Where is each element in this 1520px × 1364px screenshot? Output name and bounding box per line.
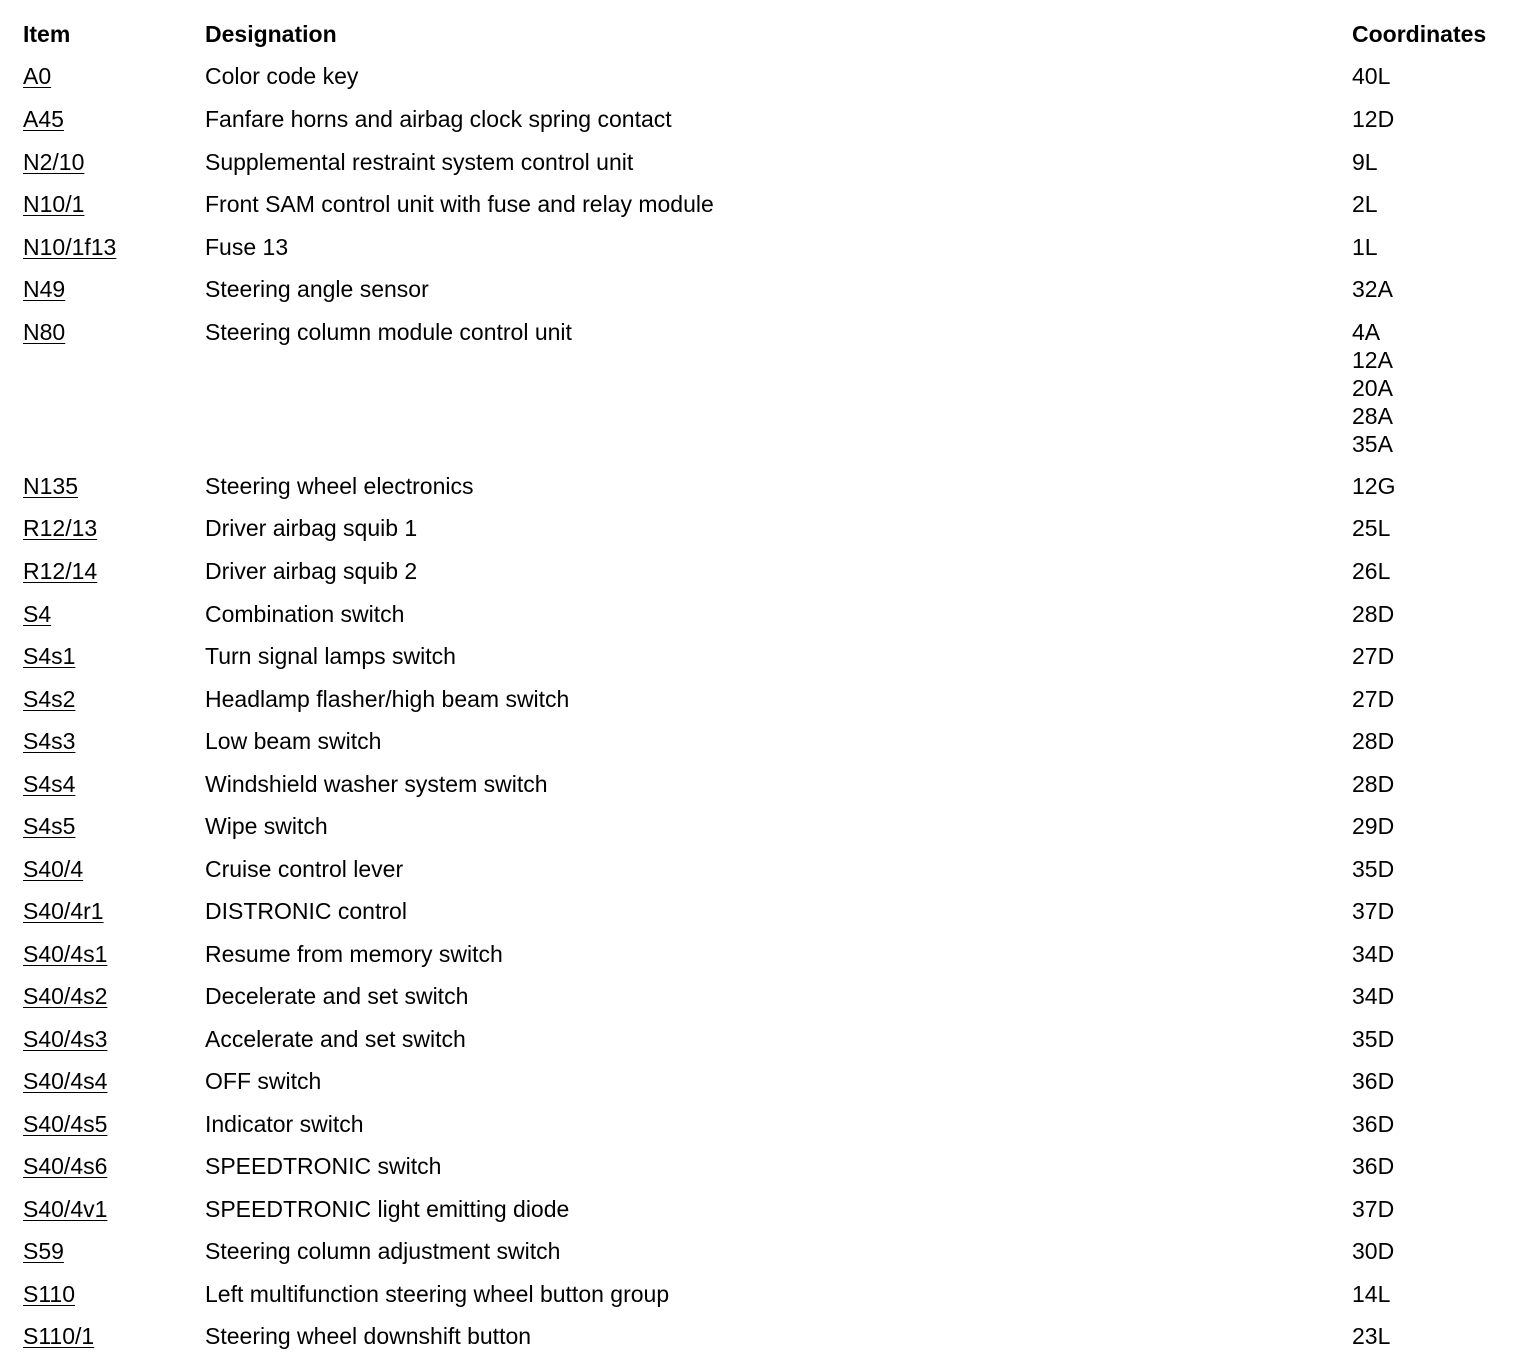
designation-text: Left multifunction steering wheel button group — [205, 1281, 670, 1307]
coordinate-value: 20A — [1352, 375, 1393, 401]
coordinate-value: 26L — [1352, 558, 1391, 584]
item-link[interactable]: S40/4v1 — [23, 1196, 108, 1222]
item-link[interactable]: S4s5 — [23, 813, 76, 839]
table-row — [0, 1322, 1520, 1350]
coordinates-cell — [1352, 855, 1394, 883]
coordinates-cell — [1352, 62, 1390, 90]
coordinates-cell — [1352, 642, 1394, 670]
header-coordinates: Coordinates — [1352, 21, 1487, 47]
coordinates-cell — [1352, 148, 1378, 176]
coordinate-value: 12A — [1352, 347, 1393, 373]
designation-text: Steering wheel downshift button — [205, 1323, 532, 1349]
table-row — [0, 148, 1520, 176]
designation-text: Low beam switch — [205, 728, 382, 754]
item-link[interactable]: N10/1f13 — [23, 234, 117, 260]
coordinate-value: 34D — [1352, 983, 1395, 1009]
coordinates-cell — [1352, 233, 1378, 261]
item-link[interactable]: R12/13 — [23, 515, 98, 541]
coordinate-value: 32A — [1352, 276, 1393, 302]
item-link[interactable]: S4s3 — [23, 728, 76, 754]
item-link[interactable]: S4s2 — [23, 686, 76, 712]
coordinates-cell — [1352, 557, 1390, 585]
coordinates-cell — [1352, 685, 1394, 713]
coordinate-value: 35D — [1352, 856, 1395, 882]
item-link[interactable]: S40/4s5 — [23, 1111, 108, 1137]
table-row — [0, 105, 1520, 133]
coordinates-cell — [1352, 1025, 1394, 1053]
item-link[interactable]: A45 — [23, 106, 64, 132]
coordinate-value: 35D — [1352, 1026, 1395, 1052]
coordinates-cell — [1352, 275, 1393, 303]
item-link[interactable]: S40/4s1 — [23, 941, 108, 967]
table-row — [0, 727, 1520, 755]
designation-text: Indicator switch — [205, 1111, 364, 1137]
designation-text: SPEEDTRONIC switch — [205, 1153, 442, 1179]
coordinates-cell — [1352, 1110, 1394, 1138]
item-link[interactable]: S110/1 — [23, 1323, 95, 1349]
designation-text: Steering column module control unit — [205, 319, 572, 345]
coordinates-cell — [1352, 105, 1394, 133]
table-row — [0, 472, 1520, 500]
coordinate-value: 34D — [1352, 941, 1395, 967]
table-row — [0, 62, 1520, 90]
coordinates-cell — [1352, 1152, 1394, 1180]
coordinates-cell — [1352, 770, 1394, 798]
item-link[interactable]: S40/4s6 — [23, 1153, 108, 1179]
coordinate-value: 37D — [1352, 1196, 1395, 1222]
item-link[interactable]: S40/4s2 — [23, 983, 108, 1009]
designation-text: Color code key — [205, 63, 359, 89]
designation-text: Steering angle sensor — [205, 276, 429, 302]
coordinates-cell — [1352, 1067, 1394, 1095]
coordinates-cell — [1352, 940, 1394, 968]
coordinate-value: 2L — [1352, 191, 1378, 217]
coordinate-value: 1L — [1352, 234, 1378, 260]
coordinate-value: 4A — [1352, 319, 1381, 345]
table-row — [0, 1195, 1520, 1223]
coordinate-value: 27D — [1352, 643, 1395, 669]
coordinates-cell — [1352, 1322, 1390, 1350]
coordinate-value: 12G — [1352, 473, 1396, 499]
item-link[interactable]: S40/4r1 — [23, 898, 104, 924]
item-link[interactable]: N49 — [23, 276, 66, 302]
coordinates-cell — [1352, 472, 1395, 500]
coordinate-value: 28D — [1352, 728, 1395, 754]
designation-text: Combination switch — [205, 601, 405, 627]
table-row — [0, 233, 1520, 261]
coordinate-value: 36D — [1352, 1111, 1395, 1137]
item-link[interactable]: N80 — [23, 319, 66, 345]
designation-text: Fuse 13 — [205, 234, 289, 260]
coordinate-value: 30D — [1352, 1238, 1395, 1264]
table-row — [0, 1152, 1520, 1180]
designation-text: Windshield washer system switch — [205, 771, 548, 797]
designation-text: Steering wheel electronics — [205, 473, 474, 499]
item-link[interactable]: N2/10 — [23, 149, 85, 175]
designation-text: SPEEDTRONIC light emitting diode — [205, 1196, 570, 1222]
table-row — [0, 812, 1520, 840]
header-designation: Designation — [205, 21, 337, 47]
table-row — [0, 982, 1520, 1010]
designation-text: Wipe switch — [205, 813, 328, 839]
designation-text: Resume from memory switch — [205, 941, 503, 967]
table-row — [0, 770, 1520, 798]
coordinates-cell — [1352, 600, 1394, 628]
coordinate-value: 36D — [1352, 1068, 1395, 1094]
item-link[interactable]: A0 — [23, 63, 52, 89]
coordinate-value: 23L — [1352, 1323, 1391, 1349]
item-link[interactable]: R12/14 — [23, 558, 98, 584]
designation-text: Steering column adjustment switch — [205, 1238, 561, 1264]
table-row — [0, 318, 1520, 458]
coordinate-value: 40L — [1352, 63, 1391, 89]
coordinate-value: 28D — [1352, 771, 1395, 797]
coordinates-cell — [1352, 190, 1378, 218]
table-row — [0, 190, 1520, 218]
item-link[interactable]: S40/4s4 — [23, 1068, 108, 1094]
coordinate-value: 12D — [1352, 106, 1395, 132]
designation-text: OFF switch — [205, 1068, 322, 1094]
table-row — [0, 1280, 1520, 1308]
designation-text: Driver airbag squib 2 — [205, 558, 418, 584]
table-row — [0, 855, 1520, 883]
designation-text: DISTRONIC control — [205, 898, 407, 924]
table-row — [0, 557, 1520, 585]
coordinate-value: 14L — [1352, 1281, 1391, 1307]
designation-text: Accelerate and set switch — [205, 1026, 466, 1052]
coordinate-value: 9L — [1352, 149, 1378, 175]
designation-text: Cruise control lever — [205, 856, 404, 882]
coordinates-cell — [1352, 727, 1394, 755]
table-row — [0, 642, 1520, 670]
item-link[interactable]: S4 — [23, 601, 52, 627]
table-row — [0, 897, 1520, 925]
coordinates-cell — [1352, 897, 1394, 925]
coordinate-value: 29D — [1352, 813, 1395, 839]
designation-text: Front SAM control unit with fuse and relay module — [205, 191, 714, 217]
table-row — [0, 514, 1520, 542]
coordinate-value: 37D — [1352, 898, 1395, 924]
coordinate-value: 36D — [1352, 1153, 1395, 1179]
item-link[interactable]: S110 — [23, 1281, 76, 1307]
coordinates-cell — [1352, 514, 1390, 542]
coordinates-cell — [1352, 1280, 1390, 1308]
designation-text: Decelerate and set switch — [205, 983, 469, 1009]
table-row — [0, 1237, 1520, 1265]
coordinates-cell — [1352, 1237, 1394, 1265]
table-row — [0, 275, 1520, 303]
table-row — [0, 600, 1520, 628]
coordinates-cell — [1352, 1195, 1394, 1223]
designation-text: Turn signal lamps switch — [205, 643, 456, 669]
table-row — [0, 1110, 1520, 1138]
header-item: Item — [23, 21, 71, 47]
table-row — [0, 685, 1520, 713]
coordinate-value: 25L — [1352, 515, 1391, 541]
coordinates-cell — [1352, 812, 1394, 840]
coordinate-value: 28D — [1352, 601, 1395, 627]
table-row — [0, 1067, 1520, 1095]
table-header — [0, 20, 1520, 48]
coordinates-cell — [1352, 982, 1394, 1010]
item-link[interactable]: S40/4s3 — [23, 1026, 108, 1052]
item-link[interactable]: S59 — [23, 1238, 64, 1264]
designation-text: Supplemental restraint system control unit — [205, 149, 634, 175]
table-row — [0, 940, 1520, 968]
item-link[interactable]: S4s1 — [23, 643, 76, 669]
coordinate-value: 28A — [1352, 403, 1393, 429]
coordinate-value: 35A — [1352, 431, 1393, 457]
item-link[interactable]: S4s4 — [23, 771, 76, 797]
table-row — [0, 1025, 1520, 1053]
coordinates-cell — [1352, 318, 1393, 458]
designation-text: Headlamp flasher/high beam switch — [205, 686, 570, 712]
item-link[interactable]: S40/4 — [23, 856, 84, 882]
item-link[interactable]: N10/1 — [23, 191, 85, 217]
coordinate-value: 27D — [1352, 686, 1395, 712]
designation-text: Fanfare horns and airbag clock spring contact — [205, 106, 672, 132]
item-link[interactable]: N135 — [23, 473, 78, 499]
designation-text: Driver airbag squib 1 — [205, 515, 418, 541]
